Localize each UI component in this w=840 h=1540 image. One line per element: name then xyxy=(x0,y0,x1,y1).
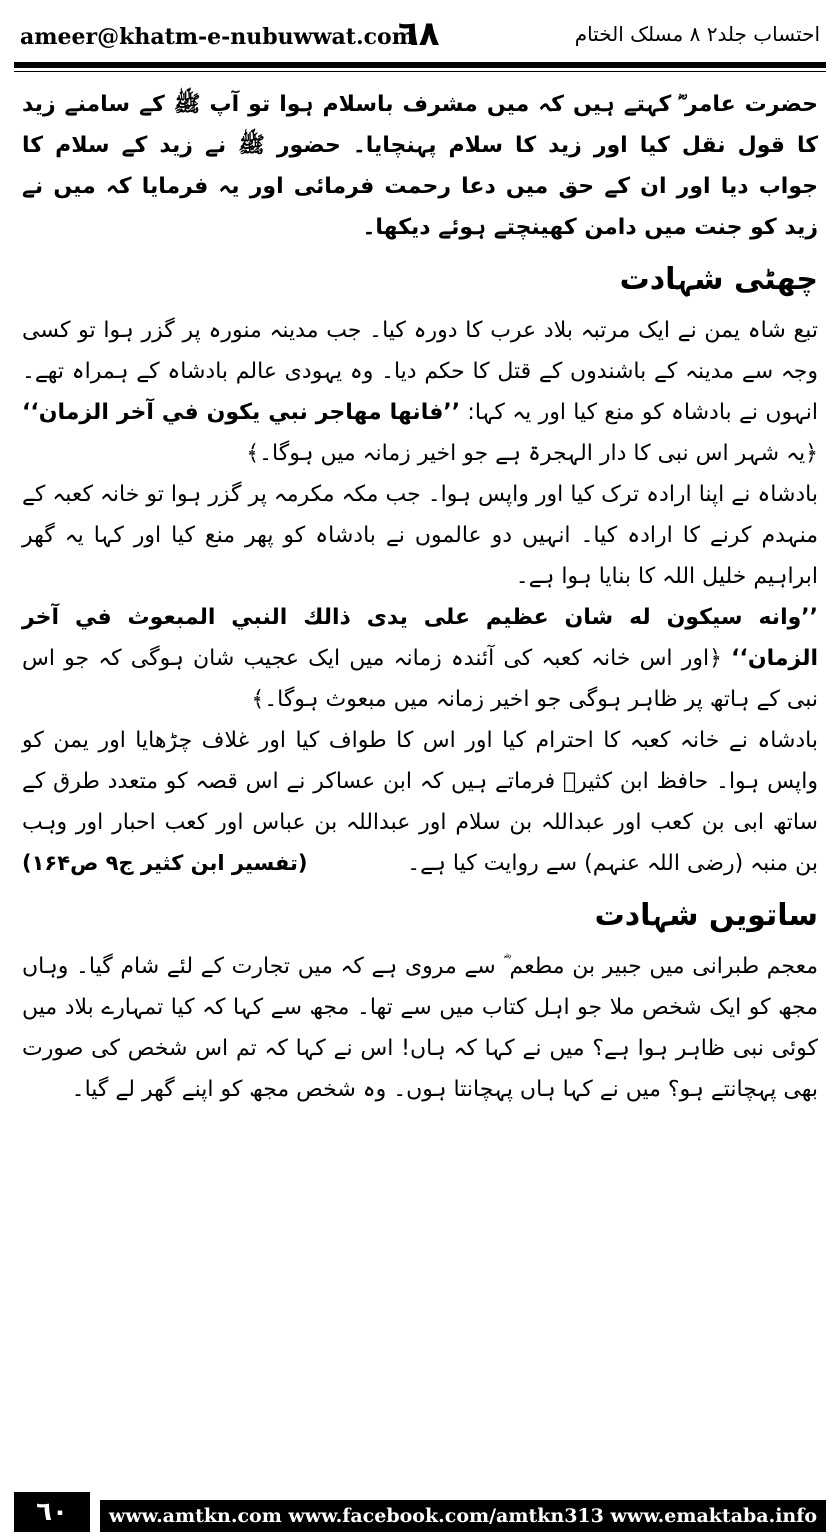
header-email: ameer@khatm-e-nubuwwat.com xyxy=(20,24,415,50)
paragraph-6: معجم طبرانی میں جبیر بن مطعم ؓ سے مروی ہے کہ میں تجارت کے لئے شام گیا۔ وہاں مجھ کو ایک شخص ملا جو اہل کتاب میں سے تھا۔ مجھ سے کہا کہ کیا تمہارے بلاد میں کوئی نبی ظاہر ہوا ہے؟ میں نے کہا کہ ہاں! اس نے کہا کہ تم اس شخص کی صورت بھی پہچانتے ہو؟ میں نے کہا ہاں پہچانتا ہوں۔ وہ شخص مجھ کو اپنے گھر لے گیا۔ xyxy=(22,954,818,1102)
page-body xyxy=(22,84,818,1110)
citation-reference: (تفسیر ابن کثیر ج۹ ص۱۶۴) xyxy=(22,851,308,875)
header-rule-thick xyxy=(14,62,826,68)
paragraph-4 xyxy=(22,597,818,720)
paragraph-2-translation: ﴿یہ شہر اس نبی کا دار الہجرۃ ہے جو اخیر زمانہ میں ہوگا۔﴾ xyxy=(246,441,818,466)
footer-page-number: ٦٠ xyxy=(14,1492,90,1532)
heading-seventh-testimony: ساتویں شہادت xyxy=(594,898,818,933)
heading-sixth-testimony: چھٹی شہادت xyxy=(619,262,818,297)
paragraph-2-text: تبع شاہ یمن نے ایک مرتبہ بلاد عرب کا دورہ کیا۔ جب مدینہ منورہ پر گزر ہوا تو کسی وجہ سے مدینہ کے باشندوں کے قتل کا حکم دیا۔ وہ یہودی عالم بادشاہ کے ہمراہ تھے۔ انہوں نے بادشاہ کو منع کیا اور یہ کہا: xyxy=(22,318,819,425)
paragraph-2 xyxy=(22,310,818,474)
page-footer xyxy=(0,1478,840,1540)
arabic-quote-2: ’’وانه سيكون له شان عظيم على يدى ذالك النبي المبعوث في آخر الزمان‘‘ xyxy=(22,605,819,671)
arabic-quote-1: ’’فانها مهاجر نبي يكون في آخر الزمان‘‘ xyxy=(22,400,461,425)
header-book-title: احتساب جلد۲ ۸ مسلک الختام xyxy=(574,22,820,46)
paragraph-5 xyxy=(22,720,818,884)
header-page-number: ٦٨ xyxy=(398,14,440,54)
header-rule-thin xyxy=(14,71,826,72)
paragraph-1: حضرت عامر ؓ کہتے ہیں کہ میں مشرف باسلام ہوا تو آپ ﷺ کے سامنے زید کا قول نقل کیا اور زید کا سلام پہنچایا۔ حضور ﷺ نے زید کے سلام کا جواب دیا اور ان کے حق میں دعا رحمت فرمائی اور یہ فرمایا کہ میں نے زید کو جنت میں دامن کھینچتے ہوئے دیکھا۔ xyxy=(22,92,818,240)
paragraph-5-text: بادشاہ نے خانہ کعبہ کا احترام کیا اور اس کا طواف کیا اور غلاف چڑھایا اور یمن کو واپس ہوا۔ حافظ ابن کثیرؒ فرماتے ہیں کہ ابن عساکر نے اس قصہ کو متعدد طرق کے ساتھ ابی بن کعب اور عبداللہ بن سلام اور عبداللہ بن عباس اور کعب احبار اور وہب بن منبہ (رضی اللہ عنہم) سے روایت کیا ہے۔ xyxy=(22,728,818,876)
footer-links: www.amtkn.com www.facebook.com/amtkn313 www.emaktaba.info xyxy=(100,1500,826,1532)
page-header xyxy=(0,0,840,62)
paragraph-3: بادشاہ نے اپنا ارادہ ترک کیا اور واپس ہوا۔ جب مکہ مکرمہ پر گزر ہوا تو خانہ کعبہ کے منہدم کرنے کا ارادہ کیا۔ انہیں دو عالموں نے بادشاہ کو پھر منع کیا اور کہا یہ گھر ابراہیم خلیل اللہ کا بنایا ہوا ہے۔ xyxy=(22,482,818,589)
paragraph-4-translation: ﴿اور اس خانہ کعبہ کی آئندہ زمانہ میں ایک عجیب شان ہوگی کہ جو اس نبی کے ہاتھ پر ظاہر ہوگی جو اخیر زمانہ میں مبعوث ہوگا۔﴾ xyxy=(22,646,818,712)
